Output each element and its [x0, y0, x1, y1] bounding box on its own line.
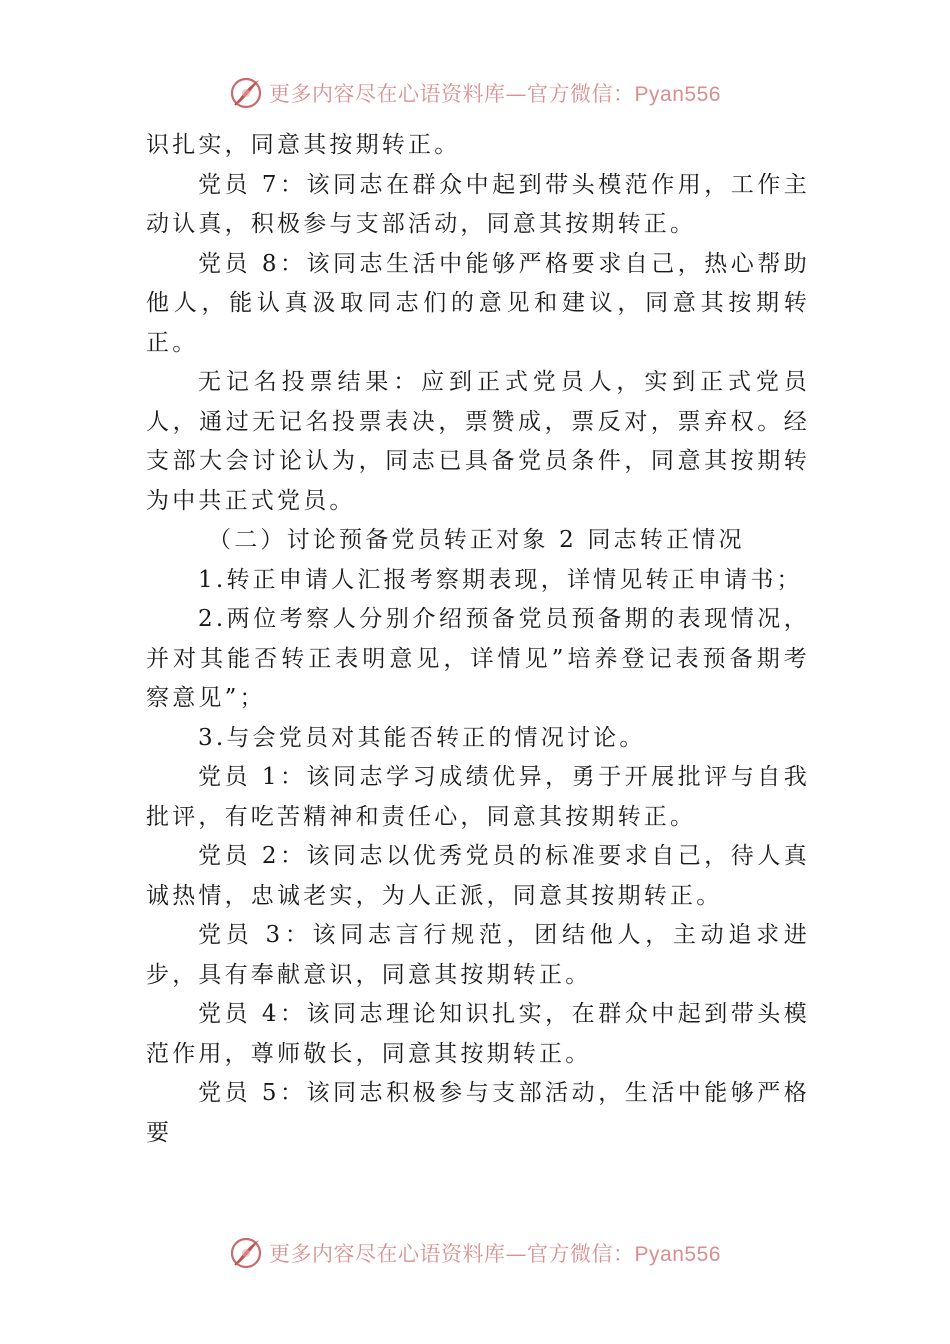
banner-slogan: 更多内容尽在心语资料库—官方微信：	[269, 82, 635, 106]
wechat-id: Pyan556	[634, 1243, 721, 1266]
paragraph-6: 1.转正申请人汇报考察期表现，详情见转正申请书；	[198, 566, 803, 593]
paragraph-4: 无记名投票结果：应到正式党员人，实到正式党员人，通过无记名投票表决，票赞成，票反对，票弃权。经支部大会讨论认为，同志已具备党员条件，同意其按期转为中共正式党员。	[146, 369, 810, 514]
paragraph-1: 识扎实，同意其按期转正。	[146, 132, 461, 158]
wechat-id: Pyan556	[634, 83, 721, 106]
paragraph-3: 党员 8：该同志生活中能够严格要求自己，热心帮助他人，能认真汲取同志们的意见和建议，同意其按期转正。	[146, 250, 810, 356]
quill-pen-logo-icon	[229, 1236, 263, 1270]
banner-text	[269, 1238, 721, 1268]
document-body	[146, 126, 810, 1153]
paragraph-13: 党员 5：该同志积极参与支部活动，生活中能够严格要	[146, 1080, 810, 1146]
paragraph-11: 党员 3：该同志言行规范，团结他人，主动追求进步，具有奉献意识，同意其按期转正。	[146, 922, 810, 988]
paragraph-7: 2.两位考察人分别介绍预备党员预备期的表现情况，并对其能否转正表明意见，详情见”培养登记表预备期考察意见”；	[146, 606, 810, 711]
paragraph-2: 党员 7：该同志在群众中起到带头模范作用，工作主动认真，积极参与支部活动，同意其按期转正。	[146, 171, 810, 237]
banner-text	[269, 78, 721, 108]
paragraph-12: 党员 4：该同志理论知识扎实，在群众中起到带头模范作用，尊师敬长，同意其按期转正。	[146, 1001, 810, 1067]
paragraph-8: 3.与会党员对其能否转正的情况讨论。	[198, 724, 646, 751]
paragraph-9: 党员 1：该同志学习成绩优异，勇于开展批评与自我批评，有吃苦精神和责任心，同意其按期转正。	[146, 764, 810, 830]
footer-banner	[0, 1228, 950, 1278]
header-banner	[0, 68, 950, 118]
quill-pen-logo-icon	[229, 76, 263, 110]
section-heading: （二）讨论预备党员转正对象 2 同志转正情况	[208, 527, 745, 553]
banner-slogan: 更多内容尽在心语资料库—官方微信：	[269, 1242, 635, 1266]
paragraph-10: 党员 2：该同志以优秀党员的标准要求自己，待人真诚热情，忠诚老实，为人正派，同意其按期转正。	[146, 843, 810, 909]
